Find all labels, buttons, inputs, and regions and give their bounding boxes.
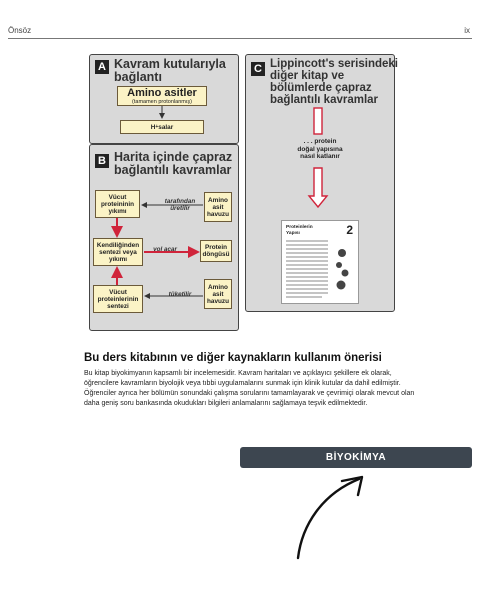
thumbnail-chapter-number: 2 — [346, 223, 353, 237]
biyokimya-button[interactable]: BİYOKİMYA — [240, 447, 472, 468]
panel-b-badge: B — [95, 154, 109, 168]
spontaneous-synthesis-box: Kendiliğinden sentezi veya yıkımı — [93, 238, 143, 266]
arrow-caption: . . . protein doğal yapısına nasıl katlanır — [297, 138, 343, 160]
section-body: Bu kitap biyokimyanın kapsamlı bir incelemesidir. Kavram haritaları ve açıklayıcı şekillere ek olarak, öğrencilere kavramların biyolojik veya tıbbi uygulamalarını sunmak için klinik kutular da dahil edilmiştir. Öğrenciler ayrıca her bölümün sonundaki çalışma sorularını tamamlayarak ve çevrimiçi olarak mevcut olan daha geniş soru bankasında okudukları bilgileri anlamalarını sağlamaya teşvik edilmektedir. — [84, 370, 415, 407]
label-produced-by: tarafından üretilir — [164, 198, 196, 212]
protein-cycle-box: Protein döngüsü — [200, 240, 232, 262]
panel-b-title: Harita içinde çapraz bağlantılı kavramlar — [114, 150, 233, 177]
panel-c-title: Lippincott's serisindeki diğer kitap ve bölümlerde çapraz bağlantılı kavramlar — [270, 58, 398, 106]
amino-acids-label: Amino asitler — [127, 86, 197, 99]
amino-acids-sublabel: (tamamen protonlanmış) — [132, 98, 192, 105]
amino-pool-bottom-box: Amino asit havuzu — [204, 279, 232, 309]
body-protein-breakdown-box: Vücut proteininin yıkımı — [95, 190, 140, 218]
thumbnail-title: Proteinlerin Yapısı — [286, 225, 313, 236]
label-consumes: tüketilir — [168, 291, 192, 298]
header-section-title: Önsöz — [8, 26, 32, 35]
header-page-number: ix — [464, 26, 470, 35]
panel-a-title: Kavram kutularıyla bağlantı — [114, 57, 226, 84]
h-release-box: H + salar — [120, 120, 204, 134]
section-title: Bu ders kitabının ve diğer kaynakların kullanım önerisi — [84, 352, 382, 364]
panel-a-badge: A — [95, 60, 109, 74]
label-leads-to: yol açar — [153, 246, 177, 253]
amino-pool-top-box: Amino asit havuzu — [204, 192, 232, 222]
panel-c-badge: C — [251, 62, 265, 76]
body-protein-synthesis-box: Vücut proteinlerinin sentezi — [93, 285, 143, 313]
